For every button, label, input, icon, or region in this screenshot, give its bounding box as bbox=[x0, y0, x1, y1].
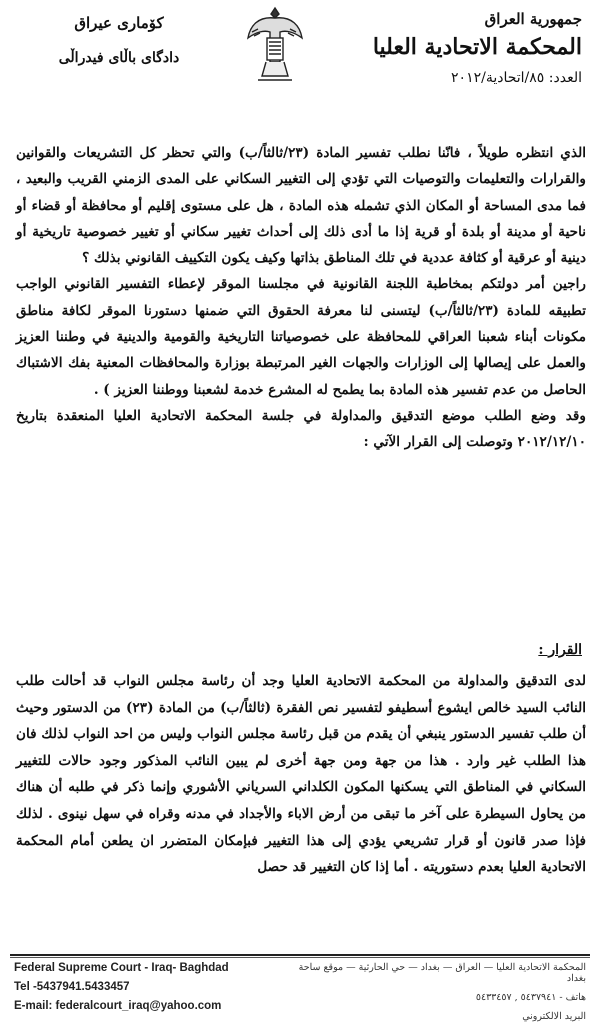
iraq-eagle-emblem-icon bbox=[244, 2, 306, 84]
decision-body bbox=[16, 668, 586, 881]
paragraph-request: الذي انتظره طويلاً ، فانّنا نطلب تفسير المادة (٢٣/ثالثاً/ب) والتي تحظر كل التشريعات والقوانين والقرارات والتعليمات والتوصيات التي تؤدي إلى التغيير السكاني على المدى الزمني القريب والبعيد ، فما مدى المساحة أو المكان الذي تشمله هذه المادة ، هل على مستوى إقليم أو محافظة أو قضاء أو ناحية أو مدينة أو بلدة أو قرية إذا ما أدى ذلك إلى أحداث تغيير سكاني أو تغيير خصوصية تاريخية أو دينية أو عرقية أو كثافة عددية في تلك المناطق بذاتها وكيف يكون التكييف القانوني بذلك ؟ bbox=[16, 145, 586, 267]
footer-telephone: Tel -5437941.5433457 bbox=[14, 981, 130, 993]
letter-body bbox=[16, 140, 586, 456]
header-left-block bbox=[24, 14, 214, 66]
paragraph-session: وقد وضع الطلب موضع التدقيق والمداولة في جلسة المحكمة الاتحادية العليا المنعقدة بتاريخ ٢٠١٢/١٢/١٠ وتوصلت إلى القرار الآتي : bbox=[16, 407, 586, 451]
footer-divider bbox=[10, 954, 590, 956]
footer-email: E-mail: federalcourt_iraq@yahoo.com bbox=[14, 1000, 222, 1012]
footer-arabic-email-label: البريد الالكتروني bbox=[522, 1011, 586, 1022]
paragraph-decision: لدى التدقيق والمداولة من المحكمة الاتحادية العليا وجد أن رئاسة مجلس النواب قد أحالت طلب النائب السيد خالص ايشوع أسطيفو لتفسير نص الفقرة (ثالثاً/ب) من المادة (٢٣) من الدستور وحيث أن طلب تفسير الدستور ينبغي أن يقدم من قبل رئاسة مجلس النواب وليس من احد النواب لذلك فان هذا الطلب غير وارد . هذا من جهة ومن جهة أخرى لم يبين النائب المذكور وجود حالات للتغيير السكاني في المناطق التي يسكنها المكون الكلداني السرياني الأشوري وإنما ذكر في طلبه أن هناك من يحاول السيطرة على آخر ما تبقى من أرض الاباء والأجداد في مدنه وقراه في سهل نينوى . لذلك فإذا صدر قانون أو قرار تشريعي يؤدي إلى هذا التغيير فبإمكان المتضرر ان يطعن أمام المحكمة الاتحادية العليا بعدم دستوريته . أما إذا كان التغيير قد حصل bbox=[16, 673, 586, 876]
footer-arabic bbox=[286, 962, 586, 1030]
footer-court-address: Federal Supreme Court - Iraq- Baghdad bbox=[14, 962, 229, 974]
footer-english bbox=[14, 962, 314, 1019]
court-name: المحكمة الاتحادية العليا bbox=[372, 34, 582, 60]
kurdish-country-name: كۆماری عیراق bbox=[74, 14, 164, 32]
header-right-block bbox=[352, 6, 582, 86]
kurdish-court-name: دادگای باڵای فیدراڵی bbox=[58, 50, 180, 66]
country-name: جمهورية العراق bbox=[484, 10, 582, 28]
footer-arabic-address: المحكمة الاتحادية العليا — العراق — بغداد — حي الحارثية — موقع ساحة بغداد bbox=[298, 962, 586, 984]
paragraph-appeal: راجين أمر دولتكم بمخاطبة اللجنة القانونية في مجلسنا الموقر لإعطاء التفسير القانوني الواجب تطبيقه للمادة (٢٣/ثالثاً/ب) ليتسنى لنا معرفة الحقوق التي ضمنها دستورنا الموقر لكافة مناطق مكونات أبناء شعبنا العراقي للمحافظة على خصوصياتنا التاريخية والقومية والدينية في وطننا العزيز والعمل على إيصالها إلى الوزارات والجهات الغير المرتبطة بوزارة والمحافظات المعنية بفك الاشتباك الحاصل من عدم تفسير هذه المادة بما يطمح له المشرع خدمة لشعبنا ووطننا العزيز ) . bbox=[16, 276, 586, 398]
decision-heading: القرار : bbox=[538, 642, 582, 658]
footer-arabic-telephone: هاتف - ٥٤٣٧٩٤١ , ٥٤٣٣٤٥٧ bbox=[475, 992, 586, 1003]
footer-divider-thin bbox=[10, 957, 590, 958]
reference-number: العدد: ٨٥/اتحادية/٢٠١٢ bbox=[451, 70, 582, 86]
